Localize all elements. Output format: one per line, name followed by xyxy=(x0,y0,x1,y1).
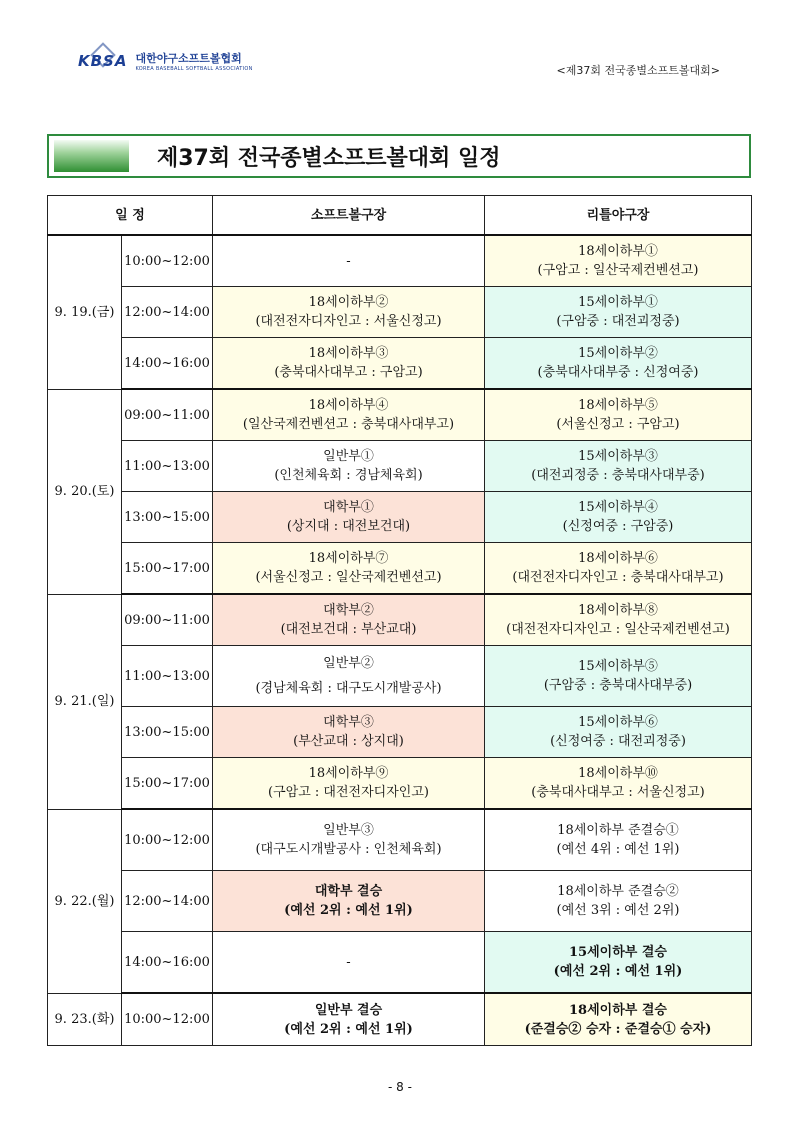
table-row xyxy=(48,646,752,707)
logo-text xyxy=(135,50,252,72)
time-cell: 13:00~15:00 xyxy=(122,492,213,543)
match-teams: (서울신정고 : 일산국제컨벤션고) xyxy=(255,570,442,585)
match-name: 18세이하부② xyxy=(308,295,389,310)
match-name: 일반부② xyxy=(323,656,374,671)
match-name: 18세이하부⑩ xyxy=(578,766,658,781)
match-teams: (경남체육회 : 대구도시개발공사) xyxy=(255,681,442,696)
little-cell xyxy=(485,932,752,994)
header-event-name: <제37회 전국종별소프트볼대회> xyxy=(556,64,720,77)
softball-cell xyxy=(213,871,485,932)
match-name: 18세이하부④ xyxy=(308,398,389,413)
softball-cell xyxy=(213,235,485,287)
match-name: 대학부② xyxy=(323,603,374,618)
little-cell xyxy=(485,758,752,810)
match-name: 18세이하부 결승 xyxy=(569,1002,667,1018)
match-name: 18세이하부⑥ xyxy=(578,551,658,566)
match-teams: (신정여중 : 대전괴정중) xyxy=(550,734,686,749)
match-name: 대학부① xyxy=(323,500,374,515)
table-row xyxy=(48,993,752,1046)
match-name: 15세이하부 결승 xyxy=(569,945,667,960)
time-cell: 11:00~13:00 xyxy=(122,441,213,492)
kbsa-logo xyxy=(76,50,253,72)
match-teams: (예선 2위 : 예선 1위) xyxy=(284,1021,413,1037)
match-teams: (대전전자디자인고 : 서울신정고) xyxy=(255,314,442,329)
match-name: - xyxy=(346,253,351,269)
date-cell: 9. 22.(월) xyxy=(48,809,122,993)
match-name: 15세이하부③ xyxy=(578,449,658,464)
match-name: 일반부① xyxy=(323,449,374,464)
softball-cell xyxy=(213,993,485,1046)
table-row xyxy=(48,707,752,758)
match-teams: (일산국제컨벤션고 : 충북대사대부고) xyxy=(242,417,455,432)
date-cell: 9. 23.(화) xyxy=(48,993,122,1046)
table-header-row xyxy=(48,196,752,236)
softball-cell xyxy=(213,594,485,646)
match-name: 18세이하부⑤ xyxy=(578,398,658,413)
little-cell xyxy=(485,441,752,492)
match-teams: (구암중 : 대전괴정중) xyxy=(556,314,680,329)
time-cell: 10:00~12:00 xyxy=(122,993,213,1046)
match-teams: (예선 3위 : 예선 2위) xyxy=(556,903,680,918)
match-name: 15세이하부④ xyxy=(578,500,658,515)
little-cell xyxy=(485,646,752,707)
time-cell: 11:00~13:00 xyxy=(122,646,213,707)
table-row xyxy=(48,441,752,492)
time-cell: 10:00~12:00 xyxy=(122,235,213,287)
match-teams: (신정여중 : 구암중) xyxy=(562,519,674,534)
date-cell: 9. 20.(토) xyxy=(48,389,122,594)
softball-cell xyxy=(213,646,485,707)
logo-korean-name: 대한야구소프트볼협회 xyxy=(135,52,242,65)
time-cell: 09:00~11:00 xyxy=(122,389,213,441)
header-little: 리틀야구장 xyxy=(485,196,752,236)
match-teams: (상지대 : 대전보건대) xyxy=(286,519,411,534)
time-cell: 09:00~11:00 xyxy=(122,594,213,646)
logo-mark: KBSA xyxy=(78,52,128,70)
time-cell: 13:00~15:00 xyxy=(122,707,213,758)
little-cell xyxy=(485,993,752,1046)
little-cell xyxy=(485,338,752,390)
match-teams: (충북대사대부고 : 서울신정고) xyxy=(531,785,705,800)
table-row xyxy=(48,389,752,441)
softball-cell xyxy=(213,287,485,338)
match-teams: (부산교대 : 상지대) xyxy=(293,734,404,749)
match-teams: (대전전자디자인고 : 충북대사대부고) xyxy=(512,570,724,585)
match-name: 15세이하부⑥ xyxy=(578,715,658,730)
date-cell: 9. 21.(일) xyxy=(48,594,122,809)
match-name: 대학부③ xyxy=(323,715,374,730)
match-teams: (대전전자디자인고 : 일산국제컨벤션고) xyxy=(506,622,730,637)
time-cell: 12:00~14:00 xyxy=(122,871,213,932)
table-row xyxy=(48,594,752,646)
table-row xyxy=(48,809,752,871)
softball-cell xyxy=(213,543,485,595)
little-cell xyxy=(485,594,752,646)
header-date: 일 정 xyxy=(48,196,213,236)
table-row xyxy=(48,492,752,543)
time-cell: 14:00~16:00 xyxy=(122,338,213,390)
match-name: 18세이하부⑦ xyxy=(308,551,389,566)
softball-cell xyxy=(213,758,485,810)
little-cell xyxy=(485,543,752,595)
softball-cell xyxy=(213,932,485,994)
match-teams: (대전보건대 : 부산교대) xyxy=(280,622,417,637)
logo-english-name: KOREA BASEBALL SOFTBALL ASSOCIATION xyxy=(135,66,253,72)
softball-cell xyxy=(213,441,485,492)
match-teams: (구암고 : 일산국제컨벤션고) xyxy=(537,263,699,278)
title-gradient-block xyxy=(54,140,129,172)
match-teams: (서울신정고 : 구암고) xyxy=(556,417,680,432)
match-name: 대학부 결승 xyxy=(314,884,383,899)
little-cell xyxy=(485,287,752,338)
match-teams: (대구도시개발공사 : 인천체육회) xyxy=(255,842,442,857)
table-row xyxy=(48,932,752,994)
little-cell xyxy=(485,871,752,932)
match-name: 18세이하부③ xyxy=(308,346,389,361)
little-cell xyxy=(485,809,752,871)
match-name: 18세이하부 준결승② xyxy=(557,884,679,899)
match-name: 15세이하부② xyxy=(578,346,658,361)
match-teams: (구암중 : 충북대사대부중) xyxy=(543,678,693,693)
match-name: 일반부 결승 xyxy=(314,1002,383,1018)
schedule-table xyxy=(47,195,752,1046)
table-row xyxy=(48,758,752,810)
softball-cell xyxy=(213,707,485,758)
time-cell: 15:00~17:00 xyxy=(122,543,213,595)
page-number: - 8 - xyxy=(388,1080,412,1094)
match-name: 15세이하부⑤ xyxy=(578,659,658,674)
match-teams: (예선 4위 : 예선 1위) xyxy=(556,842,680,857)
match-teams: (준결승② 승자 : 준결승① 승자) xyxy=(524,1021,712,1037)
table-row xyxy=(48,287,752,338)
match-teams: (대전괴정중 : 충북대사대부중) xyxy=(531,468,705,483)
softball-cell xyxy=(213,809,485,871)
match-name: 18세이하부⑨ xyxy=(308,766,389,781)
table-row xyxy=(48,543,752,595)
time-cell: 12:00~14:00 xyxy=(122,287,213,338)
match-name: 일반부③ xyxy=(323,823,374,838)
softball-cell xyxy=(213,338,485,390)
table-row xyxy=(48,871,752,932)
header-softball: 소프트볼구장 xyxy=(213,196,485,236)
match-name: 18세이하부⑧ xyxy=(578,603,658,618)
match-teams: (구암고 : 대전전자디자인고) xyxy=(268,785,429,800)
little-cell xyxy=(485,235,752,287)
match-teams: (충북대사대부고 : 구암고) xyxy=(274,365,423,380)
match-teams: (예선 2위 : 예선 1위) xyxy=(553,964,683,979)
little-cell xyxy=(485,492,752,543)
title-box xyxy=(47,134,751,178)
match-name: 18세이하부① xyxy=(578,244,658,259)
little-cell xyxy=(485,389,752,441)
softball-cell xyxy=(213,389,485,441)
softball-cell xyxy=(213,492,485,543)
page-title: 제37회 전국종별소프트볼대회 일정 xyxy=(157,145,501,171)
time-cell: 15:00~17:00 xyxy=(122,758,213,810)
match-name: - xyxy=(346,954,351,970)
match-teams: (충북대사대부중 : 신정여중) xyxy=(537,365,699,380)
little-cell xyxy=(485,707,752,758)
match-name: 18세이하부 준결승① xyxy=(557,823,679,838)
match-name: 15세이하부① xyxy=(578,295,658,310)
match-teams: (예선 2위 : 예선 1위) xyxy=(284,903,413,918)
time-cell: 14:00~16:00 xyxy=(122,932,213,994)
time-cell: 10:00~12:00 xyxy=(122,809,213,871)
match-teams: (인천체육회 : 경남체육회) xyxy=(274,468,423,483)
date-cell: 9. 19.(금) xyxy=(48,235,122,389)
table-row xyxy=(48,338,752,390)
table-row xyxy=(48,235,752,287)
